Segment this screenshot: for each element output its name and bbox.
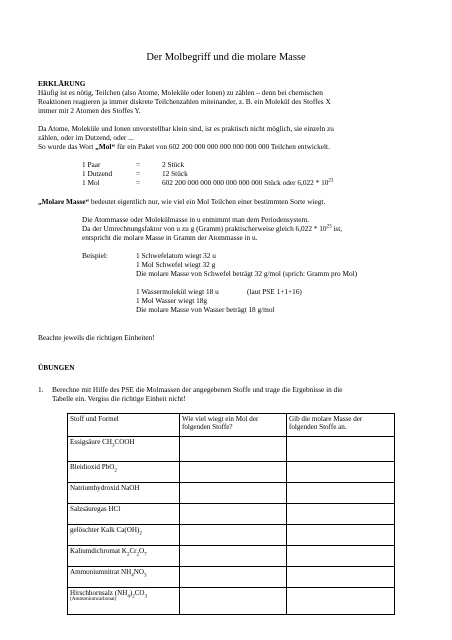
atom-line-1: Die Atommasse oder Molekülmasse in u entnimmt man dem Periodensystem. bbox=[82, 215, 309, 224]
molar-mass-definition bbox=[38, 198, 325, 207]
molar-mass-answer-cell[interactable] bbox=[287, 546, 395, 567]
formula-text: COOH bbox=[114, 438, 135, 446]
molar-mass-answer-cell[interactable] bbox=[287, 462, 395, 483]
formula-subscript: 2 bbox=[136, 552, 140, 558]
para2-text-b: für ein Paket von 602 200 000 000 000 000 000 000 Teilchen entwickelt. bbox=[115, 142, 330, 151]
mol-weight-answer-cell[interactable] bbox=[180, 525, 287, 546]
count-value-mol bbox=[162, 179, 333, 188]
para2-line-2: zählen, oder im Dutzend, oder ... bbox=[38, 133, 134, 142]
table-row bbox=[68, 483, 395, 504]
count-sign-mol: = bbox=[136, 178, 141, 187]
section-heading-uebungen: ÜBUNGEN bbox=[38, 363, 75, 372]
count-label-dutzend: 1 Dutzend bbox=[82, 169, 113, 178]
table-row bbox=[68, 546, 395, 567]
substance-cell bbox=[68, 462, 180, 483]
substance-cell bbox=[68, 504, 180, 525]
molar-mass-answer-cell[interactable] bbox=[287, 504, 395, 525]
table-header-row bbox=[68, 414, 395, 437]
mol-weight-answer-cell[interactable] bbox=[180, 483, 287, 504]
example-2-line-1: 1 Wassermolekül wiegt 18 u bbox=[136, 287, 219, 296]
substance-name: Bleidioxid PbO bbox=[70, 463, 115, 471]
header-stoff: Stoff und Formel bbox=[68, 414, 180, 437]
example-1-line-1: 1 Schwefelatom wiegt 32 u bbox=[136, 251, 216, 260]
molar-mass-answer-cell[interactable] bbox=[287, 483, 395, 504]
formula-subscript: 4 bbox=[131, 573, 134, 579]
substance-name: Salzsäuregas HCl bbox=[70, 505, 121, 513]
formula-subscript: 4 bbox=[127, 594, 130, 600]
example-1-line-3: Die molare Masse von Schwefel beträgt 32 g/mol (sprich: Gramm pro Mol) bbox=[136, 269, 358, 278]
table-row bbox=[68, 462, 395, 483]
intro-line-2: Reaktionen reagieren ja immer diskrete Teilchenzahlen miteinander, z. B. ein Molekül des Stoffes X bbox=[38, 97, 331, 106]
task-line-1: Berechne mit Hilfe des PSE die Molmassen der angegebenen Stoffe und trage die Ergebnisse in die bbox=[52, 385, 343, 394]
table-body bbox=[68, 437, 395, 615]
example-2-line-3: Die molare Masse von Wasser beträgt 18 g/mol bbox=[136, 305, 275, 314]
atom-line-2-tail: ist, bbox=[331, 224, 343, 233]
section-heading-erklaerung: ERKLÄRUNG bbox=[38, 79, 86, 88]
substance-name: Natriumhydroxid NaOH bbox=[70, 484, 140, 492]
substance-name: Hirschhornsalz (NH bbox=[70, 589, 128, 597]
substance-cell bbox=[68, 525, 180, 546]
beispiel-label: Beispiel: bbox=[82, 251, 108, 260]
formula-subscript: 3 bbox=[144, 594, 148, 600]
substance-name: gelöschter Kalk Ca(OH) bbox=[70, 526, 140, 534]
example-2-note: (laut PSE 1+1+16) bbox=[247, 287, 302, 296]
formula-subscript: 3 bbox=[144, 573, 147, 579]
count-sign-dutzend: = bbox=[136, 169, 141, 178]
example-1-line-2: 1 Mol Schwefel wiegt 32 g bbox=[136, 260, 216, 269]
molar-mass-table bbox=[67, 413, 395, 615]
table-row bbox=[68, 437, 395, 462]
formula-subscript: 3 bbox=[111, 443, 115, 449]
mol-value-text: 602 200 000 000 000 000 000 000 Stück oder 6,022 * 10 bbox=[162, 178, 329, 187]
molar-mass-answer-cell[interactable] bbox=[287, 567, 395, 588]
count-sign-paar: = bbox=[136, 160, 141, 169]
beachte-note: Beachte jeweils die richtigen Einheiten! bbox=[38, 333, 155, 342]
molar-mass-answer-cell[interactable] bbox=[287, 437, 395, 462]
page-title: Der Molbegriff und die molare Masse bbox=[146, 52, 306, 63]
example-2-line-2: 1 Mol Wasser wiegt 18g bbox=[136, 296, 208, 305]
atom-exponent: 23 bbox=[326, 224, 332, 230]
substance-cell bbox=[68, 546, 180, 567]
count-label-mol: 1 Mol bbox=[82, 178, 100, 187]
formula-text: CO bbox=[134, 589, 145, 597]
formula-subscript: 2 bbox=[126, 552, 130, 558]
substance-name: Kaliumdichromat K bbox=[70, 547, 127, 555]
para2-line-1: Da Atome, Moleküle und Ionen unvorstellbar klein sind, ist es praktisch nicht möglich, sie einzeln zu bbox=[38, 124, 334, 133]
table-row bbox=[68, 525, 395, 546]
mol-weight-answer-cell[interactable] bbox=[180, 504, 287, 525]
mol-word: „Mol“ bbox=[95, 142, 116, 151]
substance-cell bbox=[68, 437, 180, 462]
mol-weight-answer-cell[interactable] bbox=[180, 588, 287, 615]
count-value-paar: 2 Stück bbox=[162, 160, 185, 169]
mol-weight-answer-cell[interactable] bbox=[180, 437, 287, 462]
formula-text: NO bbox=[133, 568, 145, 576]
mol-weight-answer-cell[interactable] bbox=[180, 546, 287, 567]
mol-weight-answer-cell[interactable] bbox=[180, 462, 287, 483]
substance-cell bbox=[68, 588, 180, 615]
formula-subscript: 2 bbox=[132, 594, 135, 600]
atom-line-3: entspricht die molare Masse in Gramm der Atommasse in u. bbox=[82, 233, 258, 242]
molar-mass-rest: bedeutet eigentlich nur, wie viel ein Mol Teilchen einer bestimmten Sorte wiegt. bbox=[89, 197, 326, 206]
count-label-paar: 1 Paar bbox=[82, 160, 101, 169]
para2-text-a: So wurde das Wort bbox=[38, 142, 96, 151]
formula-subscript: 7 bbox=[144, 552, 147, 558]
molar-mass-answer-cell[interactable] bbox=[287, 525, 395, 546]
para2-line-3 bbox=[38, 143, 330, 152]
substance-cell bbox=[68, 483, 180, 504]
task-line-2: Tabelle ein. Vergiss die richtige Einheit nicht! bbox=[52, 394, 186, 403]
mol-exponent: 23 bbox=[328, 178, 334, 184]
substance-note: (Ammoniumcarbonat) bbox=[70, 596, 117, 603]
header-molar-mass: Gib die molare Masse der folgenden Stoffe an. bbox=[287, 414, 395, 437]
intro-line-3: immer mit 2 Atomen des Stoffes Y. bbox=[38, 106, 141, 115]
formula-text: O bbox=[139, 547, 145, 555]
substance-name: Essigsäure CH bbox=[70, 438, 112, 446]
table-row bbox=[68, 504, 395, 525]
task-number: 1. bbox=[38, 385, 44, 394]
count-value-dutzend: 12 Stück bbox=[162, 169, 188, 178]
substance-name: Ammoniumnitrat NH bbox=[70, 568, 132, 576]
mol-weight-answer-cell[interactable] bbox=[180, 567, 287, 588]
atom-line-2-text: Da der Umrechnungsfaktor von u zu g (Gramm) praktischerweise gleich 6,022 * 10 bbox=[82, 224, 327, 233]
formula-subscript: 2 bbox=[114, 468, 117, 474]
substance-cell bbox=[68, 567, 180, 588]
formula-subscript: 2 bbox=[139, 531, 142, 537]
header-mol-weight: Wie viel wiegt ein Mol der folgenden Stoffe? bbox=[180, 414, 287, 437]
formula-text: ) bbox=[129, 589, 133, 597]
molar-mass-answer-cell[interactable] bbox=[287, 588, 395, 615]
intro-line-1: Häufig ist es nötig, Teilchen (also Atome, Moleküle oder Ionen) zu zählen – denn bei chemischen bbox=[38, 88, 323, 97]
formula-text: Cr bbox=[129, 547, 137, 555]
table-row bbox=[68, 567, 395, 588]
table-row bbox=[68, 588, 395, 615]
molar-mass-word: „Molare Masse“ bbox=[38, 197, 90, 206]
